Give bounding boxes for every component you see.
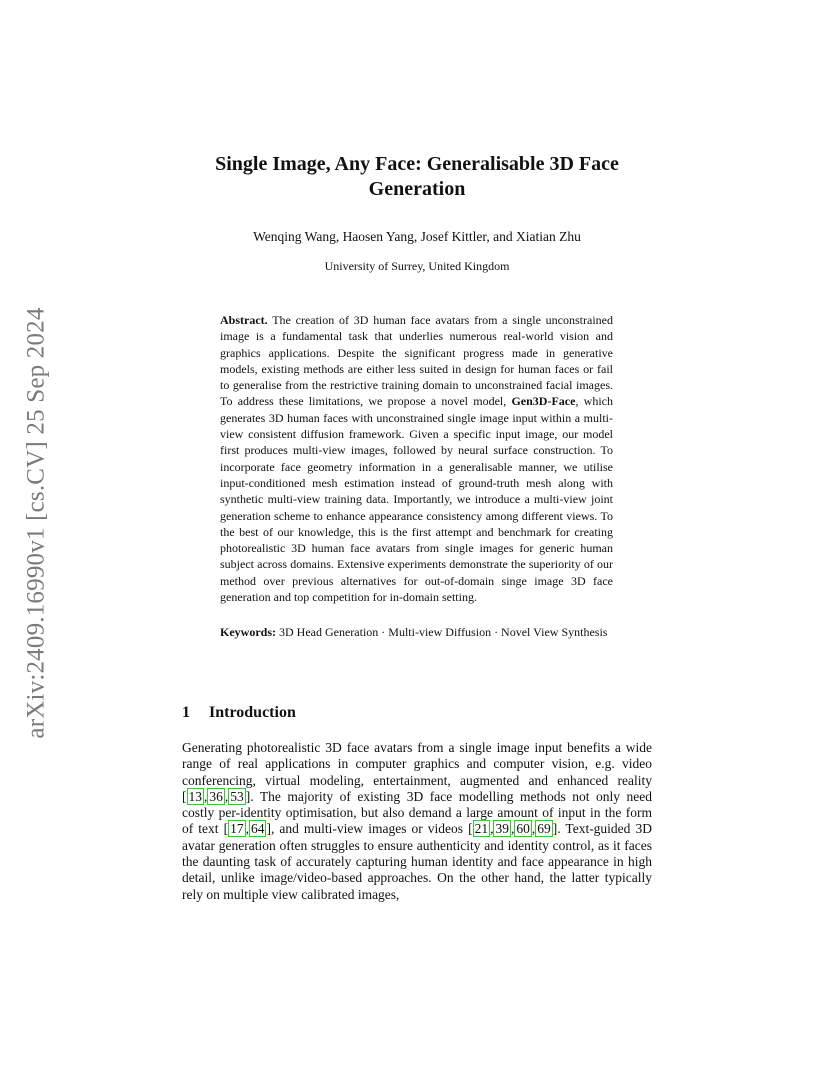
- citation-link[interactable]: 64: [250, 821, 265, 837]
- arxiv-id: arXiv:2409.16990v1 [cs.CV] 25 Sep 2024: [23, 307, 51, 739]
- citation-link[interactable]: 13: [188, 788, 202, 804]
- keywords: [220, 624, 613, 640]
- keywords-label: Keywords:: [220, 625, 276, 639]
- citation-link[interactable]: 39: [495, 821, 509, 837]
- paper-title: Single Image, Any Face: Generalisable 3D Face Generation: [215, 153, 619, 200]
- keywords-text: 3D Head Generation · Multi-view Diffusion · Novel View Synthesis: [276, 625, 608, 639]
- author-list: Wenqing Wang, Haosen Yang, Josef Kittler, and Xiatian Zhu: [253, 229, 581, 244]
- abstract: [220, 312, 613, 605]
- intro-paragraph: Generating photorealistic 3D face avatars from a single image input benefits a wide range of real applications in computer graphics and computer vision, e.g. video conferencing, virtual modeling, entertainment, augmented and enhanced reality [ 13 , 36 , 53 ]. The majority of existing 3D face modelling methods not only need costly per-identity optimisation, but also demand a large amount of input in the form of text [ 17 , 64 ], and multi-view images or videos [ 21 , 39 , 60 , 69 ]. Text-guided 3D avatar generation often struggles to ensure authenticity and identity control, as it faces the daunting task of accurately capturing human identity and face appearance in high detail, unlike image/video-based approaches. On the other hand, the latter typically rely on multiple view calibrated images,: [182, 740, 652, 902]
- intro-text-4: ]. Text-guided 3D avatar generation often struggles to ensure authenticity and identity control, as it faces the daunting task of accurately capturing human identity and face appearance in high detail, unlike image/video-based approaches. On the other hand, the latter typically rely on multiple view calibrated images,: [182, 821, 652, 902]
- arxiv-stamp: [17, 287, 57, 759]
- citation-link[interactable]: 53: [230, 788, 244, 804]
- section-heading: [182, 704, 296, 722]
- citation-link[interactable]: 21: [474, 821, 489, 837]
- intro-text-2: ]. The majority of existing 3D face modelling methods not only need costly per-identity optimisation, but also demand a large amount of input in the form of text [: [182, 788, 652, 837]
- intro-text-3: ], and multi-view images or videos [: [266, 821, 473, 837]
- affiliation: University of Surrey, United Kingdom: [324, 259, 510, 273]
- section-title: Introduction: [209, 704, 296, 721]
- citation-link[interactable]: 69: [537, 821, 551, 837]
- citation-link[interactable]: 60: [516, 821, 530, 837]
- model-name: Gen3D-Face: [511, 394, 576, 409]
- section-number: 1: [182, 704, 190, 721]
- citation-link[interactable]: 36: [209, 788, 223, 804]
- citation-link[interactable]: 17: [230, 821, 244, 837]
- intro-text-1: Generating photorealistic 3D face avatars from a single image input benefits a wide range of real applications in computer graphics and computer vision, e.g. video conferencing, virtual modeling, entertainment, augmented and enhanced reality [: [182, 740, 652, 804]
- abstract-text-2: , which generates 3D human faces with unconstrained single image input within a multi-view consistent diffusion framework. Given a specific input image, our model first produces multi-view images, followed by neural surface construction. To incorporate face geometry information in a generalisable manner, we utilise input-conditioned mesh estimation instead of ground-truth mesh along with synthetic multi-view training data. Importantly, we introduce a multi-view joint generation scheme to enhance appearance consistency among different views. To the best of our knowledge, this is the first attempt and benchmark for creating photorealistic 3D human face avatars from single images for generic human subject across domains. Extensive experiments demonstrate the superiority of our method over previous alternatives for out-of-domain singe image 3D face generation and top competition for in-domain setting.: [220, 394, 614, 605]
- abstract-text-1: The creation of 3D human face avatars from a single unconstrained image is a fundamental task that underlies numerous real-world vision and graphics applications. Despite the significant progress made in generative models, existing methods are either less suited in design for human faces or fail to generalise from the restrictive training domain to unconstrained facial images. To address these limitations, we propose a novel model,: [220, 313, 613, 409]
- abstract-label: Abstract.: [220, 313, 268, 327]
